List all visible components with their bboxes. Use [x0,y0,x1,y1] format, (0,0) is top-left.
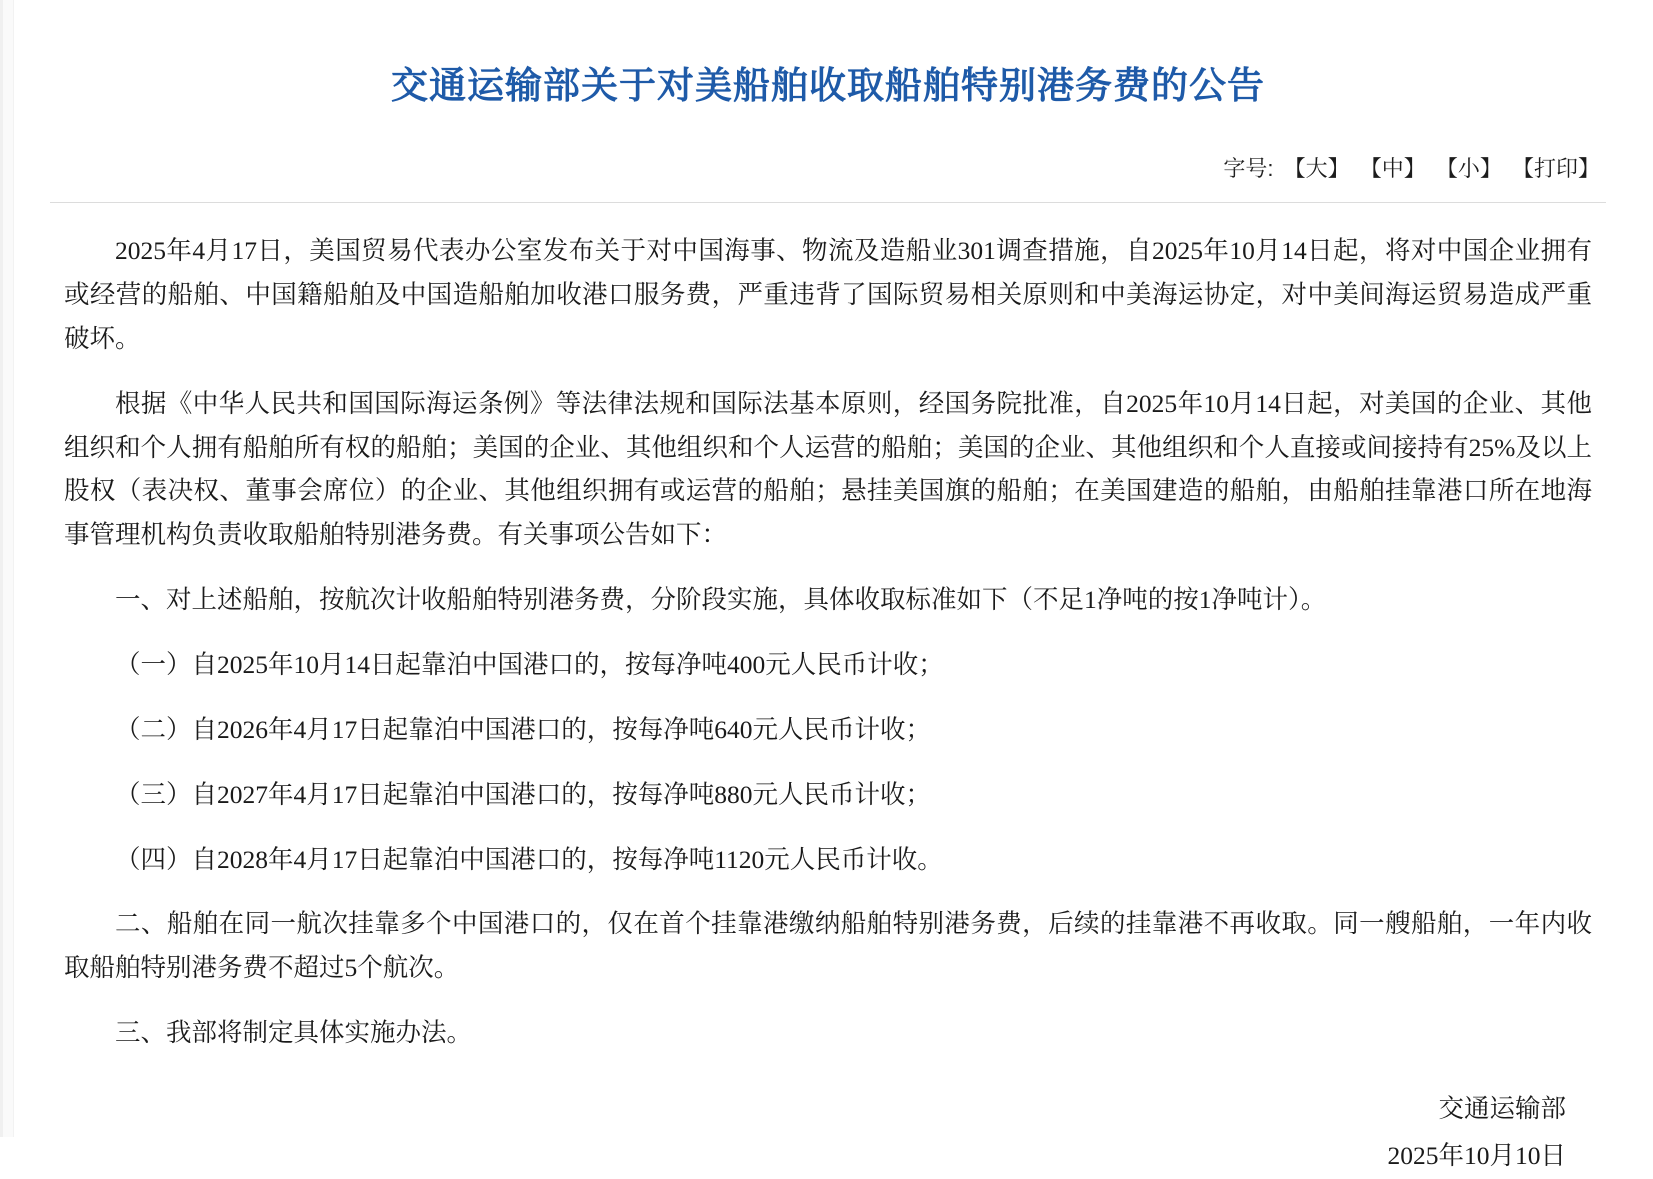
paragraph-article-1-item-3: （三）自2027年4月17日起靠泊中国港口的，按每净吨880元人民币计收； [115,779,932,809]
header-divider [50,202,1606,203]
paragraph-intro: 2025年4月17日，美国贸易代表办公室发布关于对中国海事、物流及造船业301调查措施，自2025年10月14日起，将对中国企业拥有或经营的船舶、中国籍船舶及中国造船舶加收港口服务费，严重违背了国际贸易相关原则和中美海运协定，对中美间海运贸易造成严重破坏。 [64,236,1592,353]
page-left-rail [3,0,14,1137]
font-size-large-button[interactable]: 【大】 [1283,156,1350,182]
signature-issuer: 交通运输部 [1438,1093,1566,1123]
font-size-label: 字号: [1223,156,1274,182]
document-signature [50,1085,1606,1179]
paragraph-article-3: 三、我部将制定具体实施办法。 [115,1018,473,1048]
print-button[interactable]: 【打印】 [1511,156,1600,182]
font-size-small-button[interactable]: 【小】 [1435,156,1502,182]
paragraph-article-1-item-1: （一）自2025年10月14日起靠泊中国港口的，按每净吨400元人民币计收； [115,649,944,679]
font-size-toolbar [50,152,1606,183]
paragraph-article-1-item-2: （二）自2026年4月17日起靠泊中国港口的，按每净吨640元人民币计收； [115,714,932,744]
font-size-medium-button[interactable]: 【中】 [1359,156,1426,182]
paragraph-article-1-item-4: （四）自2028年4月17日起靠泊中国港口的，按每净吨1120元人民币计收。 [115,844,943,874]
document-content [28,0,1628,1179]
page-title: 交通运输部关于对美船舶收取船舶特别港务费的公告 [391,65,1265,106]
paragraph-legal-basis: 根据《中华人民共和国国际海运条例》等法律法规和国际法基本原则，经国务院批准，自2025年10月14日起，对美国的企业、其他组织和个人拥有船舶所有权的船舶；美国的企业、其他组织和个人运营的船舶；美国的企业、其他组织和个人直接或间接持有25%及以上股权（表决权、董事会席位）的企业、其他组织拥有或运营的船舶；悬挂美国旗的船舶；在美国建造的船舶，由船舶挂靠港口所在地海事管理机构负责收取船舶特别港务费。有关事项公告如下： [64,388,1592,550]
document-body [50,229,1606,1055]
paragraph-article-1: 一、对上述船舶，按航次计收船舶特别港务费，分阶段实施，具体收取标准如下（不足1净吨的按1净吨计）。 [115,585,1327,615]
paragraph-article-2: 二、船舶在同一航次挂靠多个中国港口的，仅在首个挂靠港缴纳船舶特别港务费，后续的挂靠港不再收取。同一艘船舶，一年内收取船舶特别港务费不超过5个航次。 [64,909,1592,983]
signature-date: 2025年10月10日 [1387,1141,1566,1171]
